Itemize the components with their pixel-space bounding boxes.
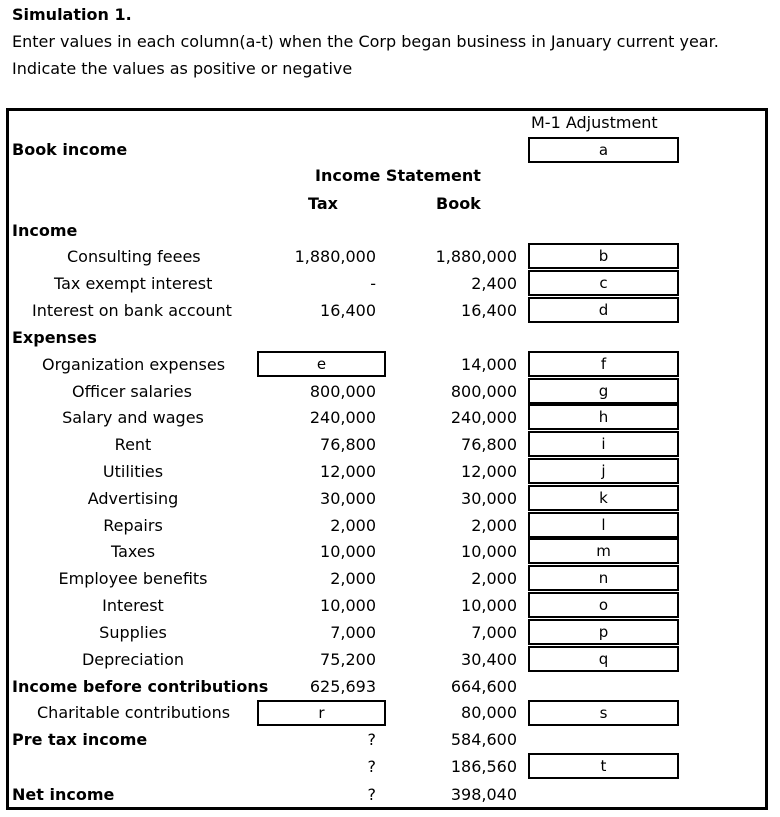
book-value: 664,600 bbox=[450, 677, 517, 696]
m1-input-i[interactable]: i bbox=[528, 431, 679, 457]
row-label: Interest on bank account bbox=[32, 301, 232, 320]
m1-input-c[interactable]: c bbox=[528, 270, 679, 296]
m1-input-l[interactable]: l bbox=[528, 512, 679, 538]
row-label: Advertising bbox=[87, 489, 179, 508]
row-label: Taxes bbox=[110, 542, 156, 561]
book-value: 30,400 bbox=[461, 650, 517, 669]
instruction-line-1: Enter values in each column(a-t) when the Corp began business in January current year. bbox=[12, 32, 719, 51]
instruction-line-2: Indicate the values as positive or negative bbox=[12, 59, 353, 78]
row-label: Supplies bbox=[99, 623, 167, 642]
expenses-section-label: Expenses bbox=[12, 328, 97, 347]
tax-value: 30,000 bbox=[320, 489, 376, 508]
tax-value: 800,000 bbox=[309, 382, 376, 401]
row-label: Officer salaries bbox=[72, 382, 192, 401]
m1-input-o[interactable]: o bbox=[528, 592, 679, 618]
book-value: 398,040 bbox=[450, 785, 517, 804]
book-value: 10,000 bbox=[461, 596, 517, 615]
m1-input-d[interactable]: d bbox=[528, 297, 679, 323]
book-value: 12,000 bbox=[461, 462, 517, 481]
book-value: 186,560 bbox=[450, 757, 517, 776]
book-value: 584,600 bbox=[450, 730, 517, 749]
m1-input-h[interactable]: h bbox=[528, 404, 679, 430]
row-label: Organization expenses bbox=[42, 355, 226, 374]
tax-value: ? bbox=[367, 757, 376, 776]
book-value: 14,000 bbox=[461, 355, 517, 374]
m1-input-q[interactable]: q bbox=[528, 646, 679, 672]
row-label: Utilities bbox=[102, 462, 164, 481]
m1-input-b[interactable]: b bbox=[528, 243, 679, 269]
income-statement-title: Income Statement bbox=[315, 166, 481, 185]
book-value: 16,400 bbox=[461, 301, 517, 320]
tax-value: ? bbox=[367, 785, 376, 804]
row-label: Consulting feees bbox=[67, 247, 201, 266]
book-column-header: Book bbox=[436, 194, 481, 213]
tax-input-e[interactable]: e bbox=[257, 351, 386, 377]
m1-input-a[interactable]: a bbox=[528, 137, 679, 163]
income-before-contributions-label: Income before contributions bbox=[12, 677, 269, 696]
tax-value: ? bbox=[367, 730, 376, 749]
book-value: 30,000 bbox=[461, 489, 517, 508]
tax-value: 76,800 bbox=[320, 435, 376, 454]
charitable-contributions-label: Charitable contributions bbox=[37, 703, 231, 722]
m1-input-k[interactable]: k bbox=[528, 485, 679, 511]
row-label: Rent bbox=[114, 435, 152, 454]
book-value: 80,000 bbox=[461, 703, 517, 722]
book-value: 1,880,000 bbox=[435, 247, 517, 266]
book-value: 10,000 bbox=[461, 542, 517, 561]
row-label: Repairs bbox=[103, 516, 163, 535]
book-value: 76,800 bbox=[461, 435, 517, 454]
tax-column-header: Tax bbox=[308, 194, 338, 213]
book-value: 800,000 bbox=[450, 382, 517, 401]
tax-value: 75,200 bbox=[320, 650, 376, 669]
book-value: 2,000 bbox=[471, 569, 517, 588]
book-income-label: Book income bbox=[12, 140, 128, 159]
tax-input-r[interactable]: r bbox=[257, 700, 386, 726]
m1-input-j[interactable]: j bbox=[528, 458, 679, 484]
m1-input-t[interactable]: t bbox=[528, 753, 679, 779]
m1-input-f[interactable]: f bbox=[528, 351, 679, 377]
m1-adjustment-header: M-1 Adjustment bbox=[531, 113, 658, 132]
row-label: Tax exempt interest bbox=[54, 274, 213, 293]
m1-input-g[interactable]: g bbox=[528, 378, 679, 404]
tax-value: 10,000 bbox=[320, 542, 376, 561]
book-value: 240,000 bbox=[450, 408, 517, 427]
book-value: 7,000 bbox=[471, 623, 517, 642]
row-label: Employee benefits bbox=[58, 569, 208, 588]
row-label: Interest bbox=[102, 596, 164, 615]
tax-value: 1,880,000 bbox=[294, 247, 376, 266]
tax-value: 240,000 bbox=[309, 408, 376, 427]
m1-input-n[interactable]: n bbox=[528, 565, 679, 591]
tax-value: 16,400 bbox=[320, 301, 376, 320]
tax-value: 2,000 bbox=[330, 569, 376, 588]
m1-input-p[interactable]: p bbox=[528, 619, 679, 645]
pre-tax-income-label: Pre tax income bbox=[12, 730, 148, 749]
tax-value: - bbox=[370, 274, 376, 293]
book-value: 2,000 bbox=[471, 516, 517, 535]
row-label: Salary and wages bbox=[62, 408, 204, 427]
page-title: Simulation 1. bbox=[12, 5, 132, 24]
tax-value: 12,000 bbox=[320, 462, 376, 481]
income-section-label: Income bbox=[12, 221, 78, 240]
book-value: 2,400 bbox=[471, 274, 517, 293]
tax-value: 625,693 bbox=[309, 677, 376, 696]
net-income-label: Net income bbox=[12, 785, 115, 804]
tax-value: 10,000 bbox=[320, 596, 376, 615]
tax-value: 7,000 bbox=[330, 623, 376, 642]
m1-input-s[interactable]: s bbox=[528, 700, 679, 726]
tax-value: 2,000 bbox=[330, 516, 376, 535]
m1-input-m[interactable]: m bbox=[528, 538, 679, 564]
row-label: Depreciation bbox=[81, 650, 185, 669]
